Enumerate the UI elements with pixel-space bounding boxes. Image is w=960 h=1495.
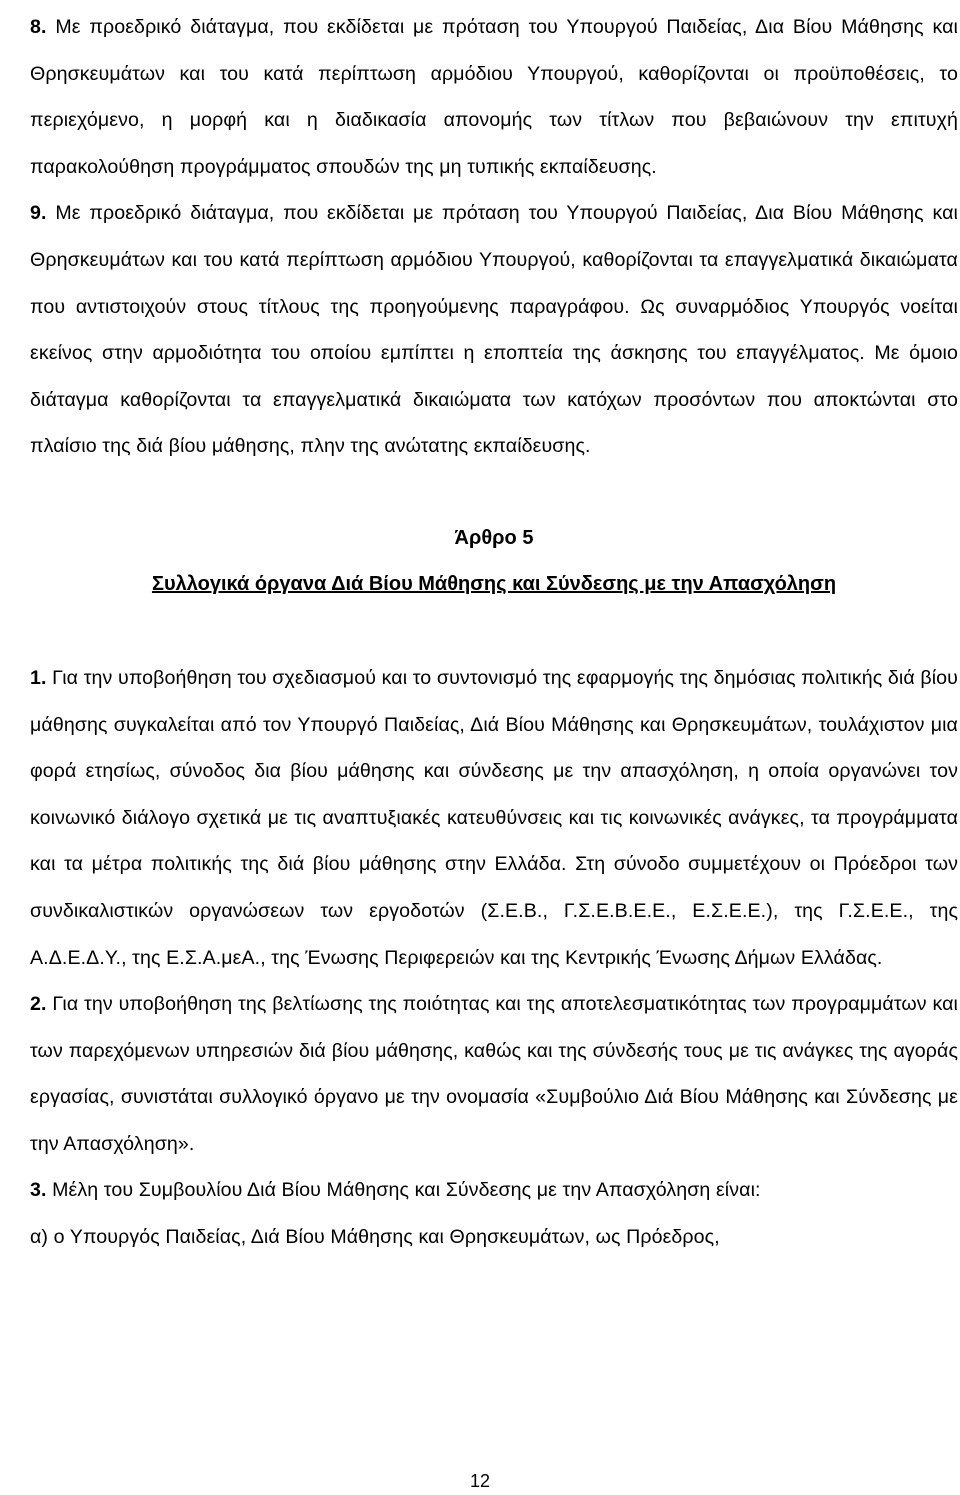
paragraph-1 — [30, 655, 958, 981]
paragraph-2 — [30, 981, 958, 1167]
paragraph-number: 3. — [30, 1179, 47, 1202]
paragraph-number: 8. — [30, 16, 47, 38]
paragraph-number: 2. — [30, 993, 47, 1016]
document-page — [30, 4, 958, 1261]
article-number: Άρθρο 5 — [454, 526, 534, 549]
paragraph-text: Για την υποβοήθηση της βελτίωσης της ποιότητας και της αποτελεσματικότητας των προγραμμάτων και των παρεχόμενων υπηρεσιών διά βίου μάθησης, καθώς και της σύνδεσής τους με τις ανάγκες της αγοράς εργασίας, συνιστάται συλλογικό όργανο με την ονομασία «Συμβούλιο Διά Βίου Μάθησης και Σύνδεσης με την Απασχόληση». — [30, 993, 959, 1155]
paragraph-text: Με προεδρικό διάταγμα, που εκδίδεται με πρόταση του Υπουργού Παιδείας, Δια Βίου Μάθησης και Θρησκευμάτων και του κατά περίπτωση αρμόδιου Υπουργού, καθορίζονται τα επαγγελματικά δικαιώματα που αντιστοιχούν στους τίτλους της προηγούμενης παραγράφου. Ως συναρμόδιος Υπουργός νοείται εκείνος στην αρμοδιότητα του οποίου εμπίπτει η εποπτεία της άσκησης του επαγγέλματος. Με όμοιο διάταγμα καθορίζονται τα επαγγελματικά δικαιώματα των κατόχων προσόντων που αποκτώνται στο πλαίσιο της διά βίου μάθησης, πλην της ανώτατης εκπαίδευσης. — [30, 202, 959, 458]
article-title: Συλλογικά όργανα Διά Βίου Μάθησης και Σύνδεσης με την Απασχόληση — [151, 572, 837, 595]
list-item-text: α) ο Υπουργός Παιδείας, Διά Βίου Μάθησης και Θρησκευμάτων, ως Πρόεδρος, — [30, 1226, 720, 1249]
paragraph-text: Με προεδρικό διάταγμα, που εκδίδεται με πρόταση του Υπουργού Παιδείας, Δια Βίου Μάθησης και Θρησκευμάτων και του κατά περίπτωση αρμόδιου Υπουργού, καθορίζονται οι προϋποθέσεις, το περιεχόμενο, η μορφή και η διαδικασία απονομής των τίτλων που βεβαιώνουν την επιτυχή παρακολούθηση προγράμματος σπουδών της μη τυπικής εκπαίδευσης. — [30, 16, 959, 178]
spacer — [30, 470, 958, 515]
paragraph-number: 1. — [30, 666, 47, 689]
paragraph-8 — [30, 4, 958, 190]
spacer — [30, 607, 958, 655]
page-number: 12 — [469, 1471, 491, 1491]
paragraph-3 — [30, 1167, 958, 1214]
paragraph-number: 9. — [30, 202, 47, 225]
paragraph-text: Μέλη του Συμβουλίου Διά Βίου Μάθησης και Σύνδεσης με την Απασχόληση είναι: — [52, 1179, 761, 1202]
paragraph-9 — [30, 190, 958, 470]
paragraph-text: Για την υποβοήθηση του σχεδιασμού και το συντονισμό της εφαρμογής της δημόσιας πολιτικής διά βίου μάθησης συγκαλείται από τον Υπουργό Παιδείας, Διά Βίου Μάθησης και Θρησκευμάτων, τουλάχιστον μια φορά ετησίως, σύνοδος δια βίου μάθησης και σύνδεσης με την απασχόληση, η οποία οργανώνει τον κοινωνικό διάλογο σχετικά με τις αναπτυξιακές κατευθύνσεις και τις κοινωνικές ανάγκες, τα προγράμματα και τα μέτρα πολιτικής της διά βίου μάθησης στην Ελλάδα. Στη σύνοδο συμμετέχουν οι Πρόεδροι των συνδικαλιστικών οργανώσεων των εργοδοτών (Σ.Ε.Β., Γ.Σ.Ε.Β.Ε.Ε., Ε.Σ.Ε.Ε.), της Γ.Σ.Ε.Ε., της Α.Δ.Ε.Δ.Υ., της Ε.Σ.Α.μεΑ., της Ένωσης Περιφερειών και της Κεντρικής Ένωσης Δήμων Ελλάδας. — [30, 666, 958, 969]
list-item-a — [30, 1214, 958, 1261]
